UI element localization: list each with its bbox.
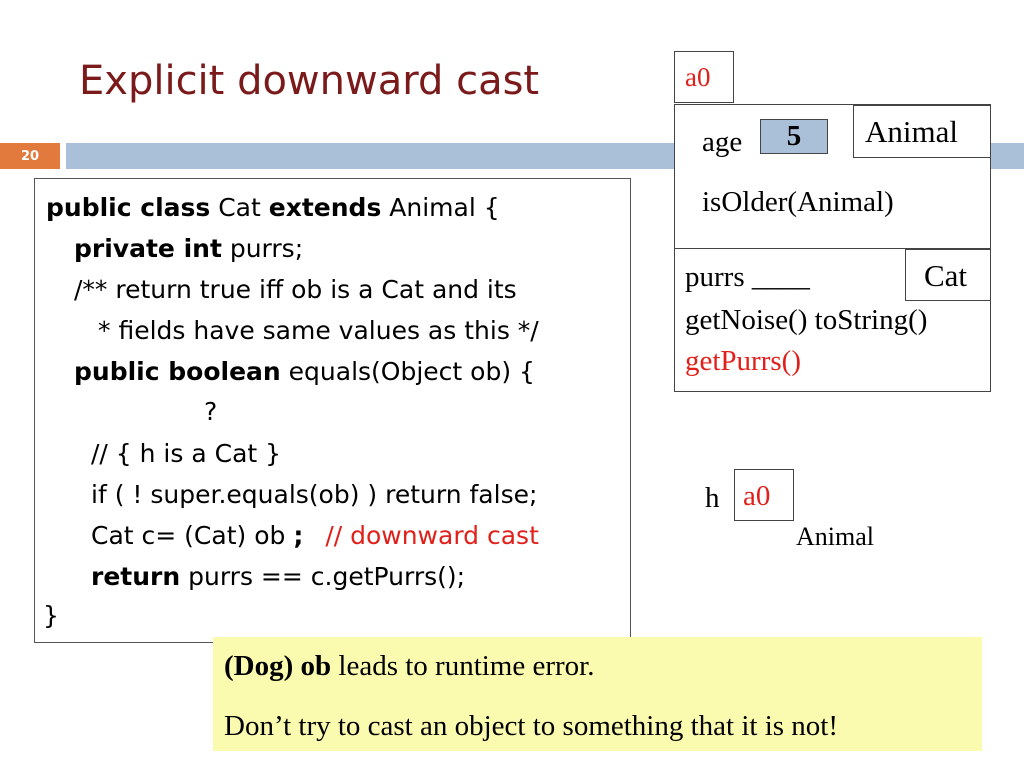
slide-title: Explicit downward cast bbox=[79, 58, 540, 104]
code-text: Animal { bbox=[381, 193, 500, 222]
code-text: Cat bbox=[210, 193, 269, 222]
note-bold: (Dog) ob bbox=[224, 650, 332, 682]
note-line-2: Don’t try to cast an object to something that it is not! bbox=[224, 710, 839, 742]
age-label: age bbox=[702, 126, 743, 158]
code-box bbox=[34, 178, 631, 643]
keyword: private int bbox=[74, 234, 222, 263]
code-text: Cat c= (Cat) ob bbox=[91, 521, 294, 550]
cat-red-method: getPurrs() bbox=[685, 345, 801, 377]
code-line-8: if ( ! super.equals(ob) ) return false; bbox=[91, 480, 538, 509]
slide-number: 20 bbox=[0, 143, 60, 169]
code-comment: // downward cast bbox=[325, 521, 539, 550]
animal-partition bbox=[675, 105, 990, 249]
purrs-field: purrs ____ bbox=[685, 261, 810, 293]
animal-label-box bbox=[853, 105, 991, 158]
code-line-11: } bbox=[43, 601, 59, 630]
animal-method: isOlder(Animal) bbox=[702, 186, 894, 218]
code-text: purrs == c.getPurrs(); bbox=[180, 562, 466, 591]
object-name: a0 bbox=[685, 62, 711, 92]
note-text: leads to runtime error. bbox=[331, 650, 595, 682]
cat-methods: getNoise() toString() bbox=[685, 304, 928, 336]
age-value-box bbox=[760, 119, 828, 154]
note-box bbox=[213, 637, 982, 751]
animal-label: Animal bbox=[865, 114, 958, 149]
code-text: equals(Object ob) { bbox=[280, 357, 535, 386]
code-line-9 bbox=[91, 521, 539, 550]
keyword: public boolean bbox=[74, 357, 281, 386]
code-line-5 bbox=[74, 357, 535, 386]
note-line-1 bbox=[224, 650, 594, 683]
code-text: purrs; bbox=[221, 234, 304, 263]
cat-label: Cat bbox=[924, 258, 968, 293]
variable-value: a0 bbox=[743, 480, 771, 512]
code-semicolon: ; bbox=[293, 521, 304, 550]
variable-box bbox=[734, 469, 794, 521]
cat-label-box bbox=[905, 249, 991, 301]
code-line-3: /** return true iff ob is a Cat and its bbox=[74, 275, 517, 304]
code-line-1 bbox=[46, 193, 500, 222]
keyword: public class bbox=[46, 193, 211, 222]
age-value: 5 bbox=[786, 120, 802, 152]
keyword: return bbox=[91, 562, 181, 591]
code-line-2 bbox=[74, 234, 303, 263]
code-line-4: * fields have same values as this */ bbox=[98, 316, 539, 345]
code-line-10 bbox=[91, 562, 465, 591]
keyword: extends bbox=[268, 193, 382, 222]
object-box bbox=[674, 104, 991, 392]
variable-name: h bbox=[705, 482, 720, 514]
object-name-tab bbox=[674, 51, 734, 103]
code-line-7: // { h is a Cat } bbox=[91, 439, 282, 468]
variable-type: Animal bbox=[796, 522, 874, 551]
code-line-6: ? bbox=[204, 397, 218, 426]
